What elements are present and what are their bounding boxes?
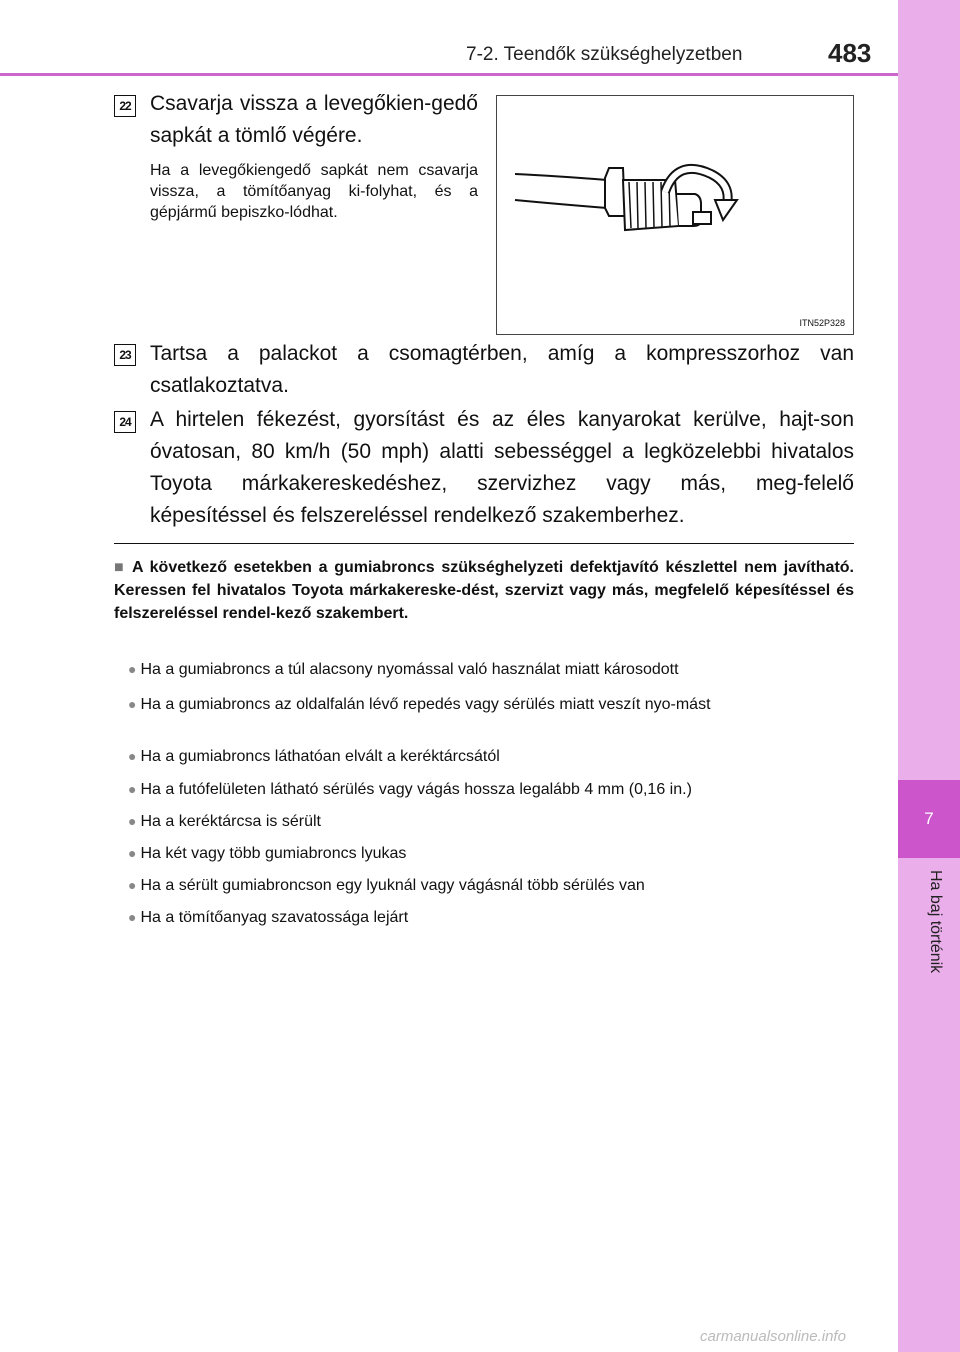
step-23-text: Tartsa a palackot a csomagtérben, amíg a kompresszorhoz van csatlakoztatva. bbox=[150, 342, 854, 397]
list-item-text: Ha a futófelületen látható sérülés vagy vágás hossza legalább 4 mm (0,16 in.) bbox=[140, 781, 692, 798]
step-22-note: Ha a levegőkiengedő sapkát nem csavarja vissza, a tömítőanyag ki-folyhat, és a gépjármű bepiszko-lódhat. bbox=[150, 162, 478, 221]
hose-valve-drawing bbox=[497, 96, 853, 334]
bullet-marker: ● bbox=[128, 696, 137, 712]
list-item-text: Ha a keréktárcsa is sérült bbox=[140, 813, 321, 830]
list-item-text: Ha két vagy több gumiabroncs lyukas bbox=[140, 845, 407, 862]
bullet-marker: ● bbox=[128, 909, 137, 925]
bullet-marker: ● bbox=[128, 661, 137, 677]
note-heading bbox=[114, 556, 854, 625]
step-number-22: 22 bbox=[114, 95, 136, 117]
header-rule bbox=[0, 73, 898, 76]
page-number: 483 bbox=[828, 38, 872, 68]
bullet-marker: ● bbox=[128, 781, 137, 797]
figure-code: ITN52P328 bbox=[799, 318, 845, 328]
valve-cap-illustration bbox=[496, 95, 854, 335]
list-item bbox=[128, 842, 854, 865]
chapter-label: Ha baj történik bbox=[927, 870, 944, 974]
bullet-marker: ● bbox=[128, 845, 137, 861]
chapter-number-tab[interactable]: 7 bbox=[898, 780, 960, 858]
chapter-sidebar bbox=[898, 0, 960, 1352]
list-item bbox=[128, 906, 854, 929]
list-item-text: Ha a gumiabroncs az oldalfalán lévő repedés vagy sérülés miatt veszít nyo-mást bbox=[140, 696, 711, 713]
heading-marker: ■ bbox=[114, 559, 126, 576]
bullet-marker: ● bbox=[128, 748, 137, 764]
step-number-23: 23 bbox=[114, 344, 136, 366]
list-item bbox=[128, 745, 854, 768]
watermark: carmanualsonline.info bbox=[700, 1328, 846, 1345]
list-item bbox=[128, 693, 854, 716]
bullet-marker: ● bbox=[128, 877, 137, 893]
list-item-text: Ha a tömítőanyag szavatossága lejárt bbox=[140, 909, 409, 926]
list-item-text: Ha a gumiabroncs a túl alacsony nyomással való használat miatt károsodott bbox=[140, 661, 679, 678]
section-divider bbox=[114, 543, 854, 544]
step-22-text: Csavarja vissza a levegőkien-gedő sapkát a tömlő végére. bbox=[150, 92, 478, 147]
list-item bbox=[128, 810, 854, 833]
list-item bbox=[128, 658, 854, 681]
step-number-24: 24 bbox=[114, 411, 136, 433]
list-item bbox=[128, 874, 854, 897]
section-title: 7-2. Teendők szükséghelyzetben bbox=[466, 44, 743, 65]
list-item-text: Ha a gumiabroncs láthatóan elvált a keréktárcsától bbox=[140, 748, 500, 765]
note-heading-text: A következő esetekben a gumiabroncs szükséghelyzeti defektjavító készlettel nem javítható. Keressen fel hivatalos Toyota márkakereske-dést, szervizt vagy más, megfelelő képesítéssel és felszereléssel rendel-kező szakembert. bbox=[114, 559, 854, 622]
bullet-marker: ● bbox=[128, 813, 137, 829]
list-item-text: Ha a sérült gumiabroncson egy lyuknál vagy vágásnál több sérülés van bbox=[140, 877, 645, 894]
step-24-text: A hirtelen fékezést, gyorsítást és az éles kanyarokat kerülve, hajt-son óvatosan, 80 km/h (50 mph) alatti sebességgel a legközelebbi hivatalos Toyota márkakereskedéshez, szervizhez vagy más, meg-felelő képesítéssel és felszereléssel rendelkező szakemberhez. bbox=[150, 408, 854, 527]
list-item bbox=[128, 778, 854, 801]
